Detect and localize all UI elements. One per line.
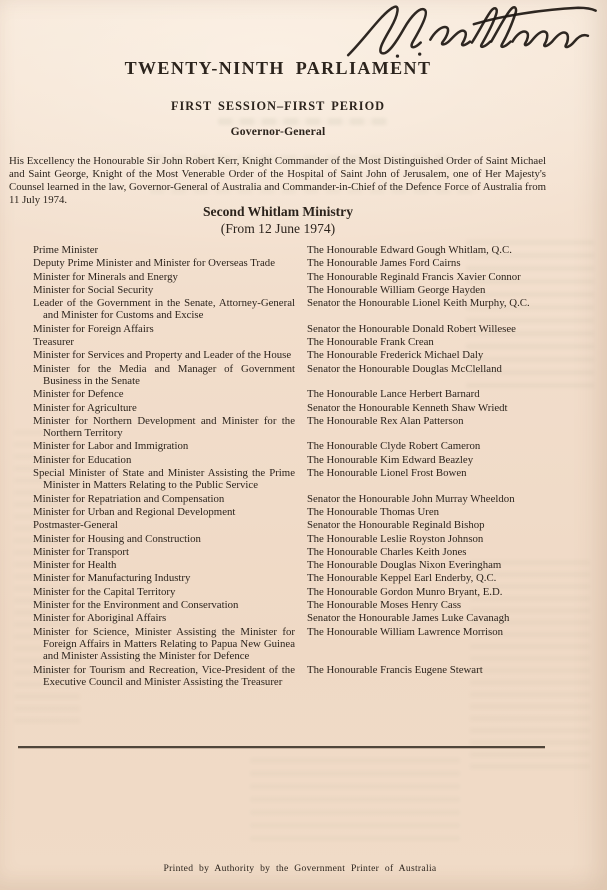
ministry-row xyxy=(33,664,546,689)
minister-name: The Honourable Francis Eugene Stewart xyxy=(307,663,483,676)
office-label: Minister for the Media and Manager of Government Business in the Senate xyxy=(33,362,295,387)
ministry-row xyxy=(33,626,546,663)
office-label: Minister for Minerals and Energy xyxy=(33,270,178,283)
office-label: Minister for the Environment and Conservation xyxy=(33,599,239,612)
office-label: Minister for Labor and Immigration xyxy=(33,440,189,453)
office-label: Minister for Science, Minister Assisting the Minister for Foreign Affairs in Matters Relating to Papua New Guinea and Minister Assisting the Minister for Defence xyxy=(33,625,295,663)
ministry-row xyxy=(33,349,546,361)
ministry-subtitle: (From 12 June 1974) xyxy=(220,221,336,236)
minister-name: Senator the Honourable Kenneth Shaw Wriedt xyxy=(307,401,508,414)
minister-name: Senator the Honourable Douglas McClelland xyxy=(307,362,502,375)
office-label: Leader of the Government in the Senate, Attorney-General and Minister for Customs and Excise xyxy=(33,297,295,322)
ministry-row xyxy=(33,559,546,571)
minister-name: The Honourable William George Hayden xyxy=(307,283,486,296)
ministry-row xyxy=(33,402,546,414)
minister-name: The Honourable Leslie Royston Johnson xyxy=(307,532,484,545)
minister-name: The Honourable Frank Crean xyxy=(307,336,434,349)
ministry-row xyxy=(33,506,546,518)
ministry-row xyxy=(33,388,546,400)
office-label: Minister for Northern Development and Minister for the Northern Territory xyxy=(33,414,295,440)
minister-name: The Honourable Rex Alan Patterson xyxy=(307,414,464,427)
whitlam-signature-icon xyxy=(333,1,605,59)
ministry-row xyxy=(33,336,546,348)
ministry-roster xyxy=(33,244,546,689)
office-label: Minister for Social Security xyxy=(33,283,154,296)
minister-name: The Honourable Moses Henry Cass xyxy=(307,599,462,612)
ministry-row xyxy=(33,297,546,322)
minister-name: The Honourable Frederick Michael Daly xyxy=(307,349,484,362)
ministry-row xyxy=(33,284,546,296)
ministry-row xyxy=(33,572,546,584)
bleedthrough-mark xyxy=(250,758,460,848)
office-label: Minister for the Capital Territory xyxy=(33,585,176,598)
minister-name: The Honourable Thomas Uren xyxy=(307,505,440,518)
printer-imprint: Printed by Authority by the Government Printer of Australia xyxy=(163,863,437,874)
ministry-row xyxy=(33,323,546,335)
ministry-row xyxy=(33,612,546,624)
office-label: Minister for Tourism and Recreation, Vice-President of the Executive Council and Minister Assisting the Treasurer xyxy=(33,663,295,688)
office-label: Deputy Prime Minister and Minister for Overseas Trade xyxy=(33,257,275,270)
minister-name: The Honourable Kim Edward Beazley xyxy=(307,453,474,466)
governor-general-paragraph: His Excellency the Honourable Sir John Robert Kerr, Knight Commander of the Most Distinguished Order of Saint Michael and Saint George, Knight of the Most Venerable Order of the Hospital of Saint John of Jerusalem, one of Her Majesty's Counsel learned in the law, Governor-General of Australia and Commander-in-Chief of the Defence Force of Australia from 11 July 1974. xyxy=(9,154,546,206)
office-label: Treasurer xyxy=(33,336,74,349)
office-label: Minister for Transport xyxy=(33,545,129,558)
minister-name: Senator the Honourable Reginald Bishop xyxy=(307,519,485,532)
office-label: Minister for Repatriation and Compensation xyxy=(33,492,225,505)
office-label: Minister for Services and Property and Leader of the House xyxy=(33,349,292,362)
minister-name: The Honourable Charles Keith Jones xyxy=(307,545,467,558)
minister-name: Senator the Honourable Lionel Keith Murphy, Q.C. xyxy=(307,297,530,310)
minister-name: The Honourable Douglas Nixon Everingham xyxy=(307,559,502,572)
office-label: Minister for Health xyxy=(33,559,117,572)
office-label: Minister for Education xyxy=(33,453,132,466)
separator-rule xyxy=(18,746,545,748)
ministry-row xyxy=(33,546,546,558)
minister-name: Senator the Honourable James Luke Cavanagh xyxy=(307,612,510,625)
office-label: Minister for Housing and Construction xyxy=(33,532,201,545)
minister-name: The Honourable William Lawrence Morrison xyxy=(307,625,504,638)
minister-name: Senator the Honourable John Murray Wheeldon xyxy=(307,492,515,505)
governor-general-heading: Governor-General xyxy=(230,125,326,138)
ministry-row xyxy=(33,519,546,531)
office-label: Minister for Defence xyxy=(33,388,124,401)
ministry-title: Second Whitlam Ministry xyxy=(202,204,354,219)
minister-name: The Honourable Edward Gough Whitlam, Q.C. xyxy=(307,244,512,256)
office-label: Postmaster-General xyxy=(33,519,118,532)
minister-name: The Honourable Lionel Frost Bowen xyxy=(307,467,467,480)
ministry-row xyxy=(33,244,546,256)
ministry-row xyxy=(33,586,546,598)
office-label: Minister for Agriculture xyxy=(33,401,137,414)
ministry-row xyxy=(33,257,546,269)
minister-name: The Honourable Gordon Munro Bryant, E.D. xyxy=(307,585,503,598)
ministry-row xyxy=(33,533,546,545)
ministry-row xyxy=(33,599,546,611)
office-label: Minister for Aboriginal Affairs xyxy=(33,612,167,625)
minister-name: The Honourable Clyde Robert Cameron xyxy=(307,440,481,453)
ministry-row xyxy=(33,454,546,466)
minister-name: The Honourable James Ford Cairns xyxy=(307,257,461,270)
office-label: Special Minister of State and Minister Assisting the Prime Minister in Matters Relating to the Public Service xyxy=(33,467,295,492)
office-label: Minister for Manufacturing Industry xyxy=(33,572,191,585)
ministry-row xyxy=(33,493,546,505)
minister-name: The Honourable Keppel Earl Enderby, Q.C. xyxy=(307,572,497,585)
bleedthrough-mark xyxy=(218,118,388,125)
minister-name: Senator the Honourable Donald Robert Willesee xyxy=(307,322,516,335)
minister-name: The Honourable Lance Herbert Barnard xyxy=(307,388,480,401)
office-label: Minister for Foreign Affairs xyxy=(33,322,154,335)
parliament-title: TWENTY-NINTH PARLIAMENT xyxy=(124,58,432,78)
minister-name: The Honourable Reginald Francis Xavier Connor xyxy=(307,270,521,283)
session-heading: FIRST SESSION–FIRST PERIOD xyxy=(170,99,386,113)
ministry-row xyxy=(33,271,546,283)
ministry-row xyxy=(33,467,546,492)
office-label: Prime Minister xyxy=(33,244,99,256)
office-label: Minister for Urban and Regional Development xyxy=(33,505,236,518)
ministry-row xyxy=(33,363,546,388)
ministry-row xyxy=(33,415,546,440)
ministry-row xyxy=(33,440,546,452)
